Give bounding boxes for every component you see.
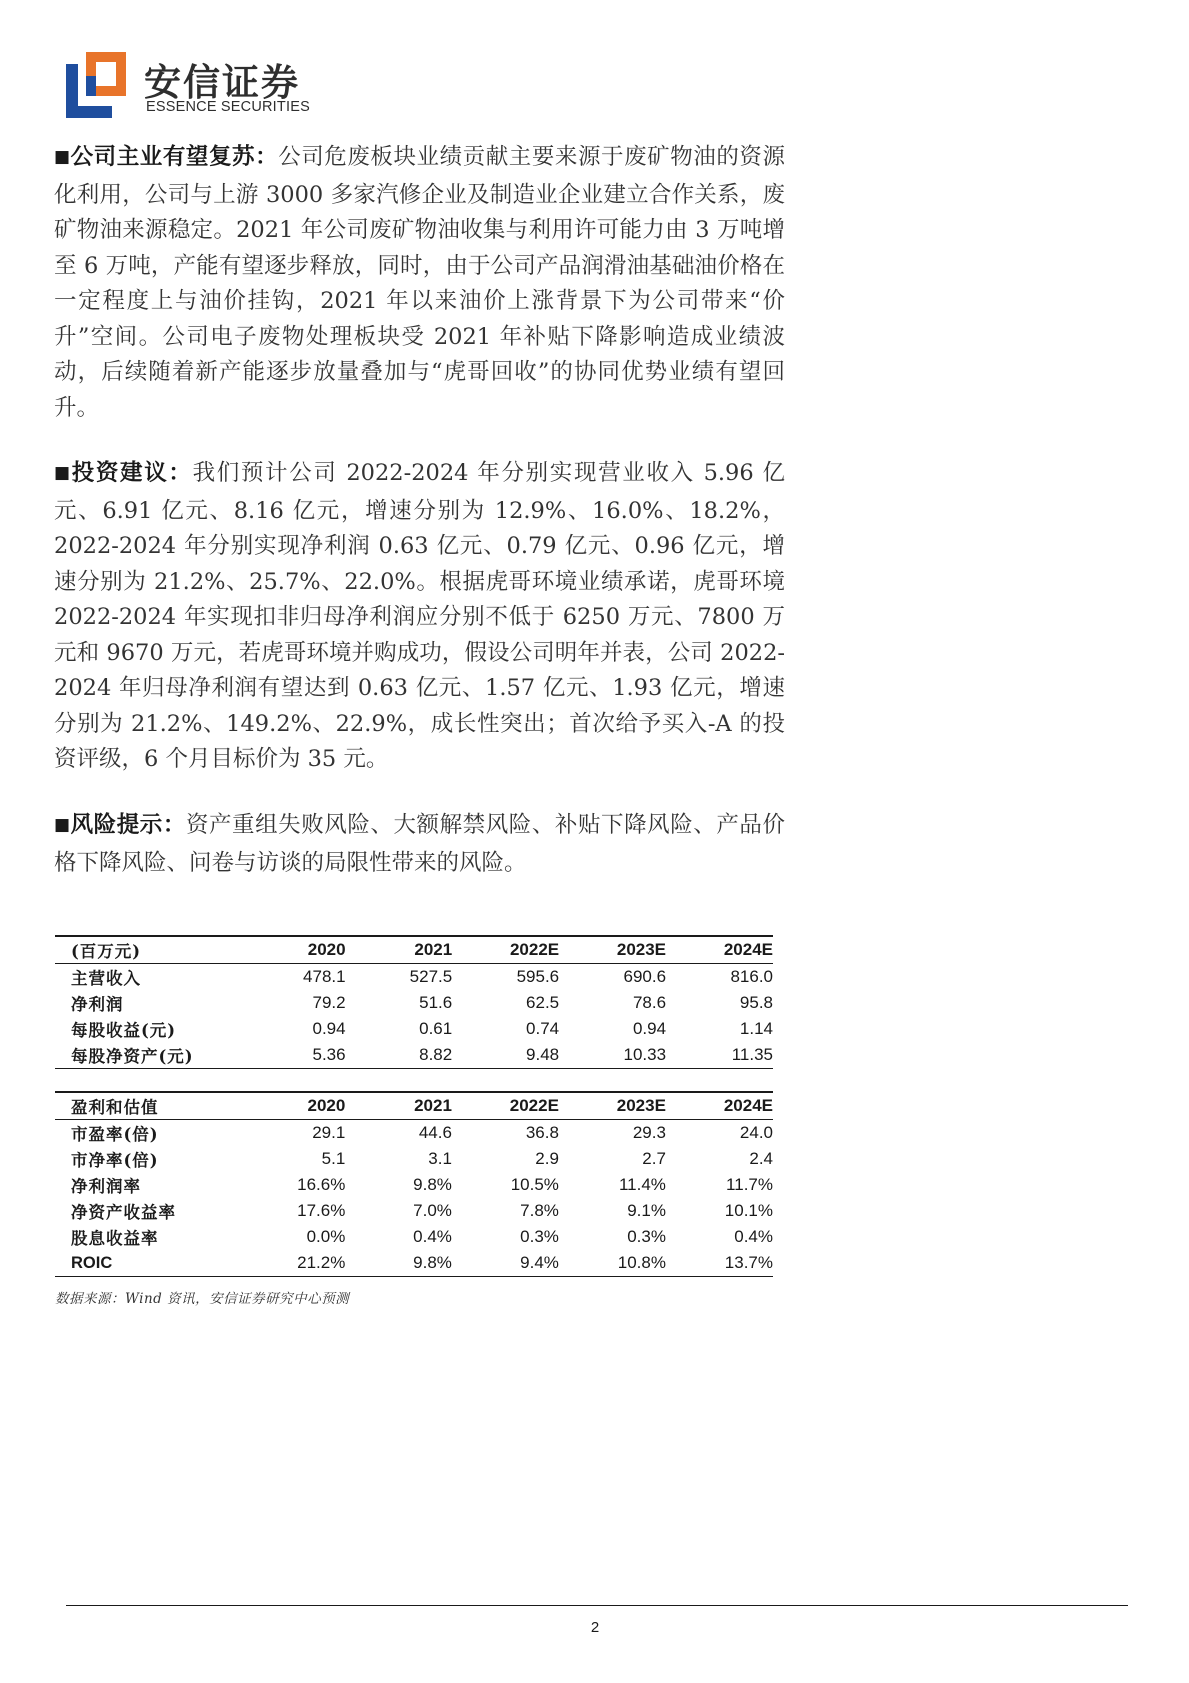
table-header-cell: 2024E (723, 940, 773, 959)
table-cell: 7.0% (413, 1201, 452, 1220)
company-logo (66, 52, 326, 120)
table-row (55, 1016, 773, 1042)
table-cell: 0.94 (312, 1019, 346, 1038)
table-cell: 10.5% (510, 1175, 559, 1194)
table-cell: 29.3 (632, 1123, 666, 1142)
table-cell: 8.82 (419, 1045, 453, 1064)
table-cell: 95.8 (739, 993, 773, 1012)
data-source-note: 数据来源：Wind 资讯，安信证券研究中心预测 (55, 1291, 350, 1307)
table-cell: 0.0% (306, 1227, 346, 1246)
table-cell: 690.6 (623, 967, 667, 986)
table-row (55, 1250, 773, 1277)
row-label: ROIC (71, 1253, 113, 1272)
table-header-cell: 2021 (414, 1096, 452, 1115)
row-label: 每股净资产(元) (71, 1047, 194, 1066)
table-cell: 7.8% (520, 1201, 559, 1220)
financial-summary-table (55, 935, 773, 1069)
table-cell: 1.14 (739, 1019, 773, 1038)
table-cell: 79.2 (312, 993, 346, 1012)
table-row (55, 964, 773, 991)
table-cell: 11.7% (726, 1175, 773, 1194)
table-cell: 5.1 (321, 1149, 346, 1168)
table-cell: 0.74 (526, 1019, 560, 1038)
footer-divider (66, 1605, 1128, 1606)
table-cell: 2.4 (749, 1149, 773, 1168)
table-header-row (55, 1092, 773, 1120)
table-row (55, 990, 773, 1016)
table-cell: 595.6 (516, 967, 560, 986)
table-cell: 11.35 (731, 1045, 773, 1064)
table-cell: 5.36 (312, 1045, 346, 1064)
table-cell: 0.3% (520, 1227, 559, 1246)
table-header-cell: 2023E (616, 1096, 666, 1115)
table-cell: 51.6 (419, 993, 453, 1012)
table-cell: 13.7% (724, 1253, 773, 1272)
table-cell: 9.8% (413, 1175, 452, 1194)
section-heading: 公司主业有望复苏： (70, 144, 279, 170)
table-header-cell: 2022E (509, 940, 560, 959)
row-label: 主营收入 (71, 969, 141, 988)
table-cell: 11.4% (618, 1175, 666, 1194)
table-cell: 78.6 (632, 993, 667, 1012)
essence-logo-icon (66, 52, 126, 118)
row-label: 市净率(倍) (71, 1151, 159, 1170)
table-header-cell: 2023E (616, 940, 667, 959)
section-heading: 风险提示： (70, 812, 186, 838)
table-header-cell: 2020 (307, 940, 346, 959)
table-cell: 0.4% (734, 1227, 773, 1246)
section-risk-warning (54, 808, 785, 881)
table-header-cell: 2020 (307, 1096, 346, 1115)
table-cell: 10.1% (724, 1201, 773, 1220)
table-row (55, 1146, 773, 1172)
table-cell: 10.33 (623, 1045, 667, 1064)
section-text: 公司危废板块业绩贡献主要来源于废矿物油的资源化利用，公司与上游 3000 多家汽修企业及制造业企业建立合作关系，废矿物油来源稳定。2021 年公司废矿物油收集与利用许可能力由 3 万吨增至 6 万吨，产能有望逐步释放，同时，由于公司产品润滑油基础油价格在一定程度上与油价挂钩，2021 年以来油价上涨背景下为公司带来“价升”空间。公司电子废物处理板块受 2021 年补贴下降影响造成业绩波动，后续随着新产能逐步放量叠加与“虎哥回收”的协同优势业绩有望回升。 (54, 144, 785, 421)
section-heading: 投资建议： (71, 460, 193, 486)
table-header-cell: 2021 (414, 940, 453, 959)
table-cell: 9.1% (627, 1201, 666, 1220)
page-number: 2 (590, 1619, 600, 1636)
table-cell: 527.5 (409, 967, 453, 986)
table-cell: 9.48 (526, 1045, 560, 1064)
table-header-cell: 盈利和估值 (71, 1098, 159, 1117)
brand-name-cn: 安信证券 (144, 61, 300, 104)
table-cell: 10.8% (617, 1253, 666, 1272)
profitability-valuation-table (55, 1091, 773, 1277)
table-cell: 9.4% (520, 1253, 559, 1272)
table-cell: 0.3% (627, 1227, 666, 1246)
table-cell: 3.1 (428, 1149, 452, 1168)
table-cell: 816.0 (730, 967, 773, 986)
row-label: 净资产收益率 (71, 1203, 176, 1222)
table-cell: 21.2% (297, 1253, 346, 1272)
table-cell: 44.6 (418, 1123, 452, 1142)
table-cell: 0.61 (419, 1019, 453, 1038)
table-cell: 16.6% (297, 1175, 346, 1194)
row-label: 净利润率 (71, 1177, 141, 1196)
table-cell: 17.6% (297, 1201, 346, 1220)
table-row (55, 1172, 773, 1198)
bullet-square-icon: ■ (54, 815, 71, 835)
bullet-square-icon: ■ (54, 463, 72, 483)
table-header-cell: 2024E (723, 1096, 773, 1115)
brand-name-en: ESSENCE SECURITIES (146, 99, 310, 115)
table-row (55, 1120, 773, 1147)
section-text: 资产重组失败风险、大额解禁风险、补贴下降风险、产品价格下降风险、问卷与访谈的局限性带来的风险。 (54, 812, 785, 876)
table-cell: 24.0 (739, 1123, 773, 1142)
table-cell: 478.1 (303, 967, 346, 986)
bullet-square-icon: ■ (54, 147, 71, 167)
table-header-row (55, 936, 773, 964)
table-header-cell: 2022E (509, 1096, 559, 1115)
table-cell: 9.8% (413, 1253, 452, 1272)
row-label: 市盈率(倍) (71, 1125, 159, 1144)
table-cell: 2.9 (535, 1149, 559, 1168)
table-row (55, 1224, 773, 1250)
row-label: 每股收益(元) (71, 1021, 177, 1040)
table-cell: 0.4% (413, 1227, 452, 1246)
table-cell: 29.1 (312, 1123, 346, 1142)
table-cell: 2.7 (642, 1149, 666, 1168)
table-row (55, 1042, 773, 1069)
table-header-cell: (百万元) (71, 942, 142, 961)
row-label: 股息收益率 (71, 1229, 159, 1248)
table-row (55, 1198, 773, 1224)
section-investment-advice (54, 456, 785, 778)
section-text: 我们预计公司 2022-2024 年分别实现营业收入 5.96 亿元、6.91 亿元、8.16 亿元，增速分别为 12.9%、16.0%、18.2%，2022-2024 年分别实现净利润 0.63 亿元、0.79 亿元、0.96 亿元，增速分别为 21.2%、25.7%、22.0%。根据虎哥环境业绩承诺，虎哥环境 2022-2024 年实现扣非归母净利润应分别不低于 6250 万元、7800 万元和 9670 万元，若虎哥环境并购成功，假设公司明年并表，公司 2022-2024 年归母净利润有望达到 0.63 亿元、1.57 亿元、1.93 亿元，增速分别为 21.2%、149.2%、22.9%，成长性突出；首次给予买入-A 的投资评级，6 个月目标价为 35 元。 (54, 460, 785, 772)
table-cell: 62.5 (526, 993, 560, 1012)
row-label: 净利润 (71, 995, 124, 1014)
section-business-recovery (54, 140, 785, 426)
table-cell: 0.94 (632, 1019, 667, 1038)
table-cell: 36.8 (525, 1123, 559, 1142)
